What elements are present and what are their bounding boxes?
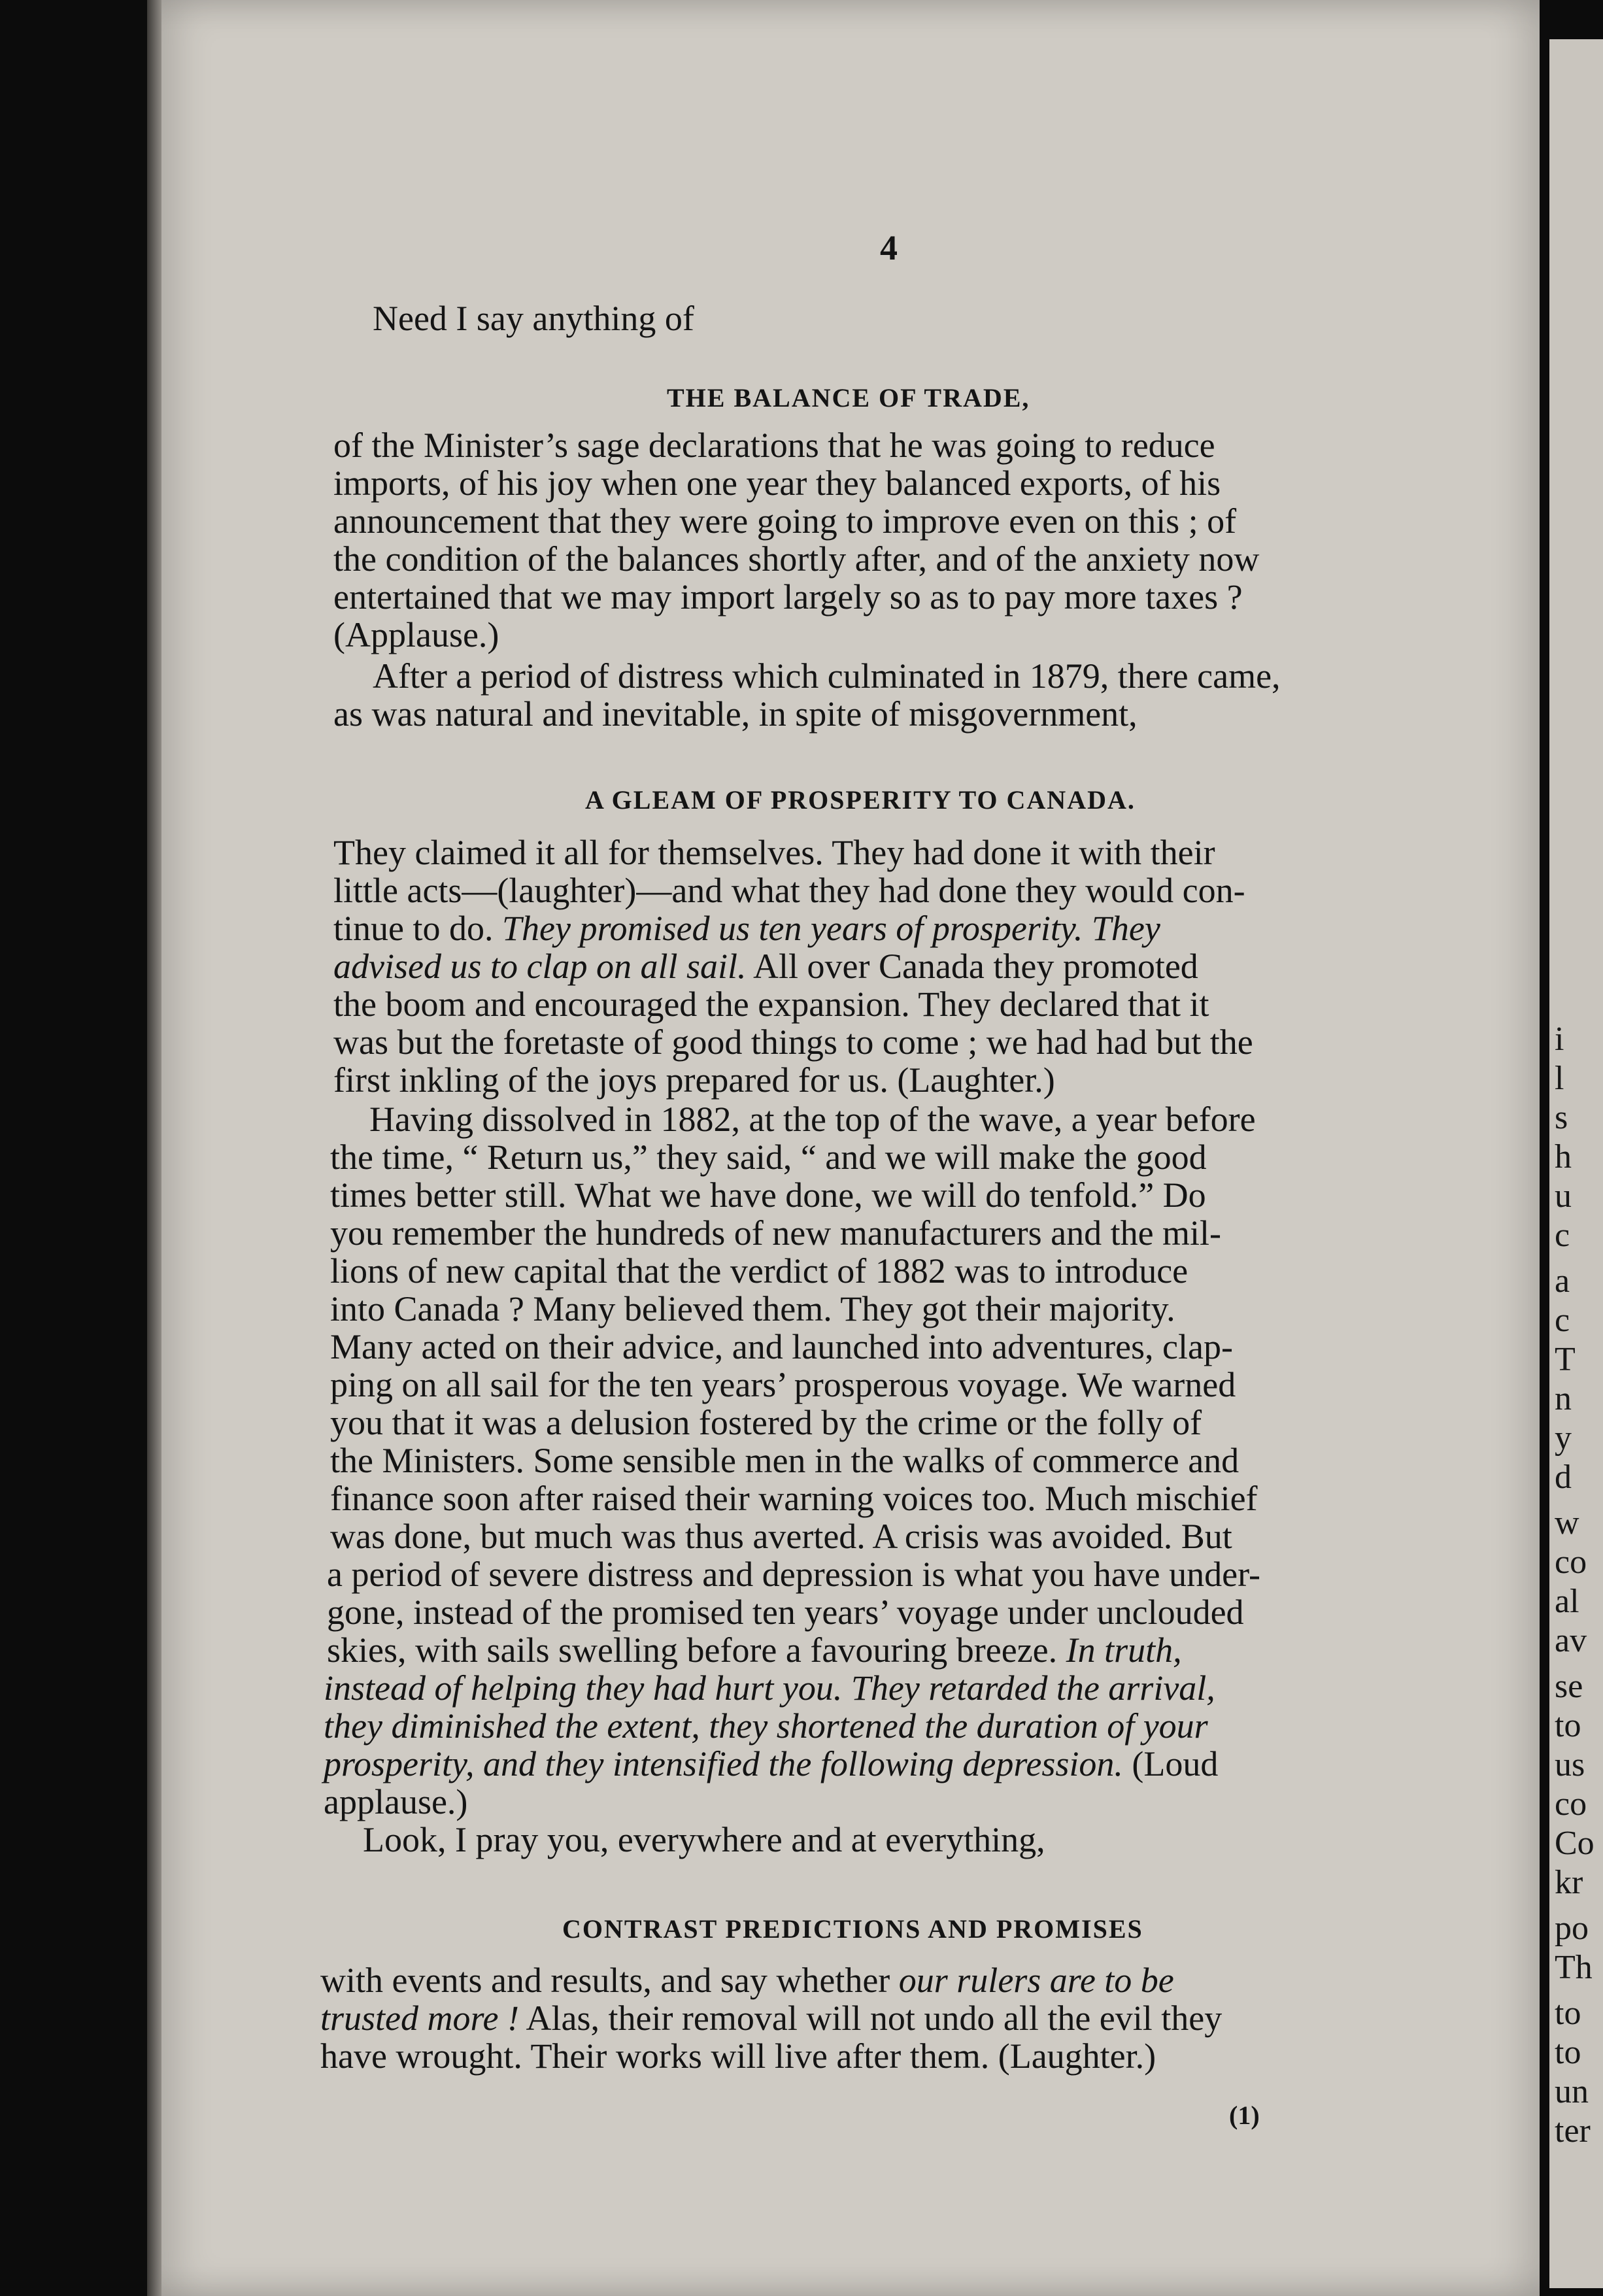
text-line: instead of helping they had hurt you. They retarded the arrival, — [324, 1668, 1215, 1708]
text-line: They claimed it all for themselves. They had done it with their — [333, 833, 1215, 872]
text-line: little acts—(laughter)—and what they had done they would con- — [333, 871, 1245, 910]
text-line: tinue to do. They promised us ten years of prosperity. They — [333, 909, 1160, 948]
facing-page-letter: co — [1555, 1544, 1587, 1581]
text-line: After a period of distress which culminated in 1879, there came, — [373, 656, 1281, 696]
text-line: first inkling of the joys prepared for us. (Laughter.) — [333, 1060, 1055, 1100]
facing-page-letter: to — [1555, 2034, 1581, 2071]
text-line: you that it was a delusion fostered by the crime or the folly of — [330, 1403, 1202, 1442]
page-gutter-shadow — [147, 0, 161, 2296]
facing-page-letter: un — [1555, 2073, 1589, 2110]
page-number: 4 — [880, 228, 898, 267]
text-line: finance soon after raised their warning voices too. Much mischief — [330, 1479, 1258, 1518]
text-line: the Ministers. Some sensible men in the walks of commerce and — [330, 1441, 1240, 1480]
facing-page-letter: u — [1555, 1177, 1572, 1215]
facing-page-letter: w — [1555, 1504, 1579, 1542]
text-line: the boom and encouraged the expansion. They declared that it — [333, 985, 1209, 1024]
section-heading: THE BALANCE OF TRADE, — [667, 383, 1030, 413]
text-line: Many acted on their advice, and launched into adventures, clap- — [330, 1327, 1233, 1366]
facing-page-letter: l — [1555, 1060, 1564, 1097]
facing-page-letter: Th — [1555, 1949, 1593, 1986]
text-line: times better still. What we have done, we will do tenfold.” Do — [330, 1175, 1206, 1215]
section-heading: A GLEAM OF PROSPERITY TO CANADA. — [585, 785, 1136, 815]
facing-page-fragment — [1549, 39, 1603, 2288]
signature-mark: (1) — [1229, 2101, 1260, 2130]
text-line: they diminished the extent, they shortened the duration of your — [324, 1706, 1208, 1746]
text-line: imports, of his joy when one year they balanced exports, of his — [333, 464, 1221, 503]
text-line: trusted more ! Alas, their removal will not undo all the evil they — [320, 1999, 1223, 2038]
facing-page-letter: po — [1555, 1910, 1589, 1947]
text-line: have wrought. Their works will live after them. (Laughter.) — [320, 2036, 1156, 2076]
facing-page-letter: i — [1555, 1021, 1564, 1058]
facing-page-letter: n — [1555, 1380, 1572, 1417]
facing-page-letter: c — [1555, 1302, 1570, 1339]
text-line: the condition of the balances shortly after, and of the anxiety now — [333, 539, 1260, 579]
text-line: with events and results, and say whether our rulers are to be — [320, 1961, 1174, 2000]
facing-page-letter: al — [1555, 1583, 1579, 1620]
text-line: was but the foretaste of good things to come ; we had had but the — [333, 1022, 1253, 1062]
text-line: applause.) — [324, 1782, 468, 1821]
facing-page-letter: c — [1555, 1217, 1570, 1254]
text-line: of the Minister’s sage declarations that he was going to reduce — [333, 426, 1215, 465]
text-line: gone, instead of the promised ten years’ voyage under unclouded — [327, 1593, 1244, 1632]
text-line: prosperity, and they intensified the following depression. (Loud — [324, 1744, 1219, 1783]
facing-page-letter: h — [1555, 1138, 1572, 1175]
text-line: a period of severe distress and depression is what you have under- — [327, 1555, 1260, 1594]
text-line: ping on all sail for the ten years’ prosperous voyage. We warned — [330, 1365, 1236, 1404]
text-line: as was natural and inevitable, in spite of misgovernment, — [333, 694, 1138, 734]
facing-page-letter: Co — [1555, 1825, 1595, 1862]
facing-page-letter: T — [1555, 1341, 1576, 1378]
text-line: lions of new capital that the verdict of 1882 was to introduce — [330, 1251, 1189, 1291]
text-line: Having dissolved in 1882, at the top of the wave, a year before — [369, 1100, 1256, 1139]
facing-page-letter: ter — [1555, 2112, 1591, 2150]
facing-page-letter: y — [1555, 1419, 1572, 1457]
text-line: announcement that they were going to improve even on this ; of — [333, 501, 1237, 541]
facing-page-letter: d — [1555, 1459, 1572, 1496]
paragraph-intro: Need I say anything of — [373, 299, 694, 338]
section-heading: CONTRAST PREDICTIONS AND PROMISES — [562, 1914, 1143, 1944]
text-line: into Canada ? Many believed them. They got their majority. — [330, 1289, 1175, 1328]
facing-page-letter: us — [1555, 1746, 1585, 1783]
facing-page-letter: co — [1555, 1785, 1587, 1823]
facing-page-letter: to — [1555, 1707, 1581, 1744]
text-line: was done, but much was thus averted. A crisis was avoided. But — [330, 1517, 1232, 1556]
text-line: (Applause.) — [333, 615, 499, 654]
facing-page-letter: a — [1555, 1262, 1570, 1300]
text-line: Look, I pray you, everywhere and at everything, — [363, 1820, 1045, 1859]
facing-page-letter: av — [1555, 1622, 1587, 1659]
facing-page-letter: s — [1555, 1099, 1568, 1136]
text-line: the time, “ Return us,” they said, “ and we will make the good — [330, 1138, 1207, 1177]
text-line: you remember the hundreds of new manufacturers and the mil- — [330, 1213, 1222, 1253]
text-line: entertained that we may import largely so as to pay more taxes ? — [333, 577, 1243, 616]
facing-page-letter: to — [1555, 1995, 1581, 2032]
text-line: skies, with sails swelling before a favouring breeze. In truth, — [327, 1630, 1182, 1670]
text-line: advised us to clap on all sail. All over Canada they promoted — [333, 947, 1198, 986]
facing-page-letter: kr — [1555, 1864, 1583, 1901]
facing-page-letter: se — [1555, 1668, 1583, 1705]
